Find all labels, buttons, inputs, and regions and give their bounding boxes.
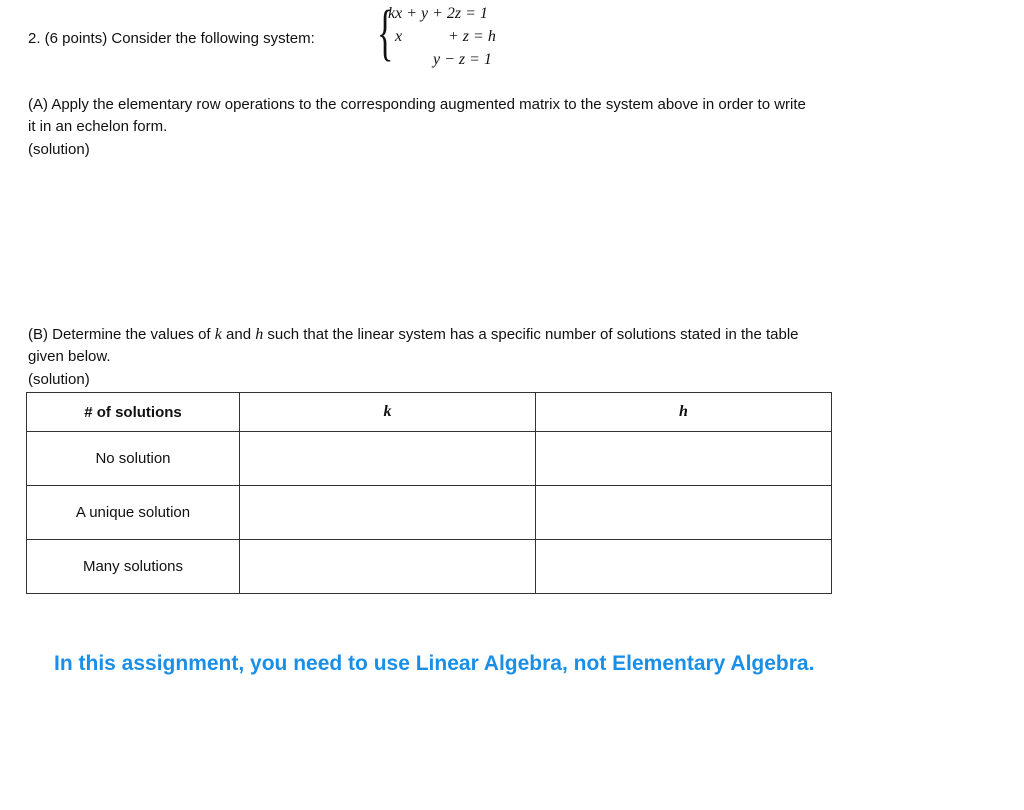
solutions-table: [26, 392, 832, 594]
equation-row-1: kx + y + 2z = 1: [388, 5, 488, 22]
part-b-solution: (solution): [28, 371, 90, 388]
header-k-label: k: [383, 403, 392, 420]
header-h: [536, 393, 832, 432]
cell-k-many-solutions[interactable]: [240, 540, 536, 594]
cell-k-unique-solution[interactable]: [240, 486, 536, 540]
equation-row-3: y − z = 1: [433, 51, 492, 68]
header-num-solutions: # of solutions: [27, 393, 240, 432]
table-row: [27, 540, 832, 594]
part-a-line-1: (A) Apply the elementary row operations to the corresponding augmented matrix to the system above in order to write: [28, 96, 806, 113]
cell-h-unique-solution[interactable]: [536, 486, 832, 540]
equation-row-2-right: + z = h: [448, 28, 496, 45]
table-header-row: [27, 393, 832, 432]
cell-h-no-solution[interactable]: [536, 432, 832, 486]
part-b-and: and: [221, 326, 256, 343]
cell-h-many-solutions[interactable]: [536, 540, 832, 594]
row-label-no-solution: No solution: [27, 432, 240, 486]
part-b-line-2: given below.: [28, 348, 111, 365]
header-k: [240, 393, 536, 432]
variable-h: h: [255, 326, 264, 343]
header-h-label: h: [679, 403, 688, 420]
assignment-note: In this assignment, you need to use Linear Algebra, not Elementary Algebra.: [54, 652, 815, 675]
left-brace-glyph: {: [377, 0, 394, 67]
equation-row-2-left: x: [395, 28, 403, 45]
part-b-suffix: such that the linear system has a specific number of solutions stated in the table: [263, 326, 799, 343]
question-label: 2. (6 points) Consider the following system:: [28, 30, 315, 47]
table-row: [27, 486, 832, 540]
table-row: [27, 432, 832, 486]
part-a-line-2: it in an echelon form.: [28, 118, 168, 135]
row-label-unique-solution: A unique solution: [27, 486, 240, 540]
cell-k-no-solution[interactable]: [240, 432, 536, 486]
part-a-solution: (solution): [28, 141, 90, 158]
part-b-prefix: (B) Determine the values of: [28, 326, 215, 343]
variable-k: k: [214, 326, 222, 343]
row-label-many-solutions: Many solutions: [27, 540, 240, 594]
part-b-line-1: [28, 324, 799, 346]
